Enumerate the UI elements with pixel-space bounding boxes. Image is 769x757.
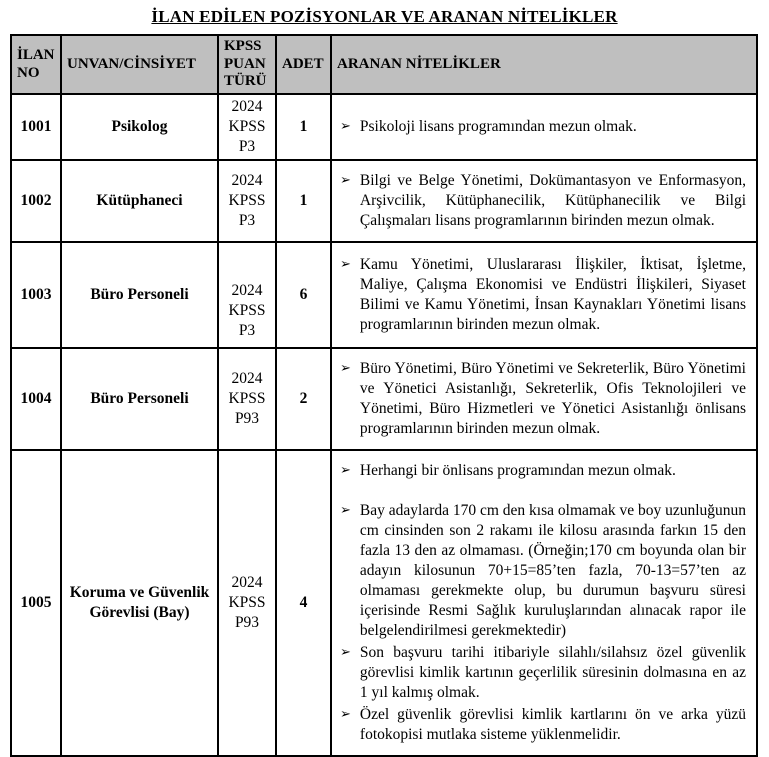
qualification-item <box>340 171 746 231</box>
bullet-arrow-icon: ➢ <box>340 361 351 377</box>
unvan-text: Büro Personeli <box>90 390 189 408</box>
ilan-no-cell: 1005 <box>11 450 61 756</box>
nitelikler-cell <box>331 160 757 242</box>
nitelikler-cell <box>331 242 757 348</box>
nitelikler-cell <box>331 94 757 160</box>
qualification-text: Bilgi ve Belge Yönetimi, Dokümantasyon ve Enformasyon, Arşivcilik, Kütüphanecilik, Kütüphanecilik ve Bilgi Çalışmaları lisans programlarının birinden mezun olmak. <box>359 172 746 230</box>
bullet-arrow-icon: ➢ <box>340 257 351 273</box>
table-row-1003 <box>11 242 757 348</box>
kpss-cell: 2024 KPSS P93 <box>218 348 276 450</box>
ilan-no-cell: 1002 <box>11 160 61 242</box>
header-unvan-cinsiyet: UNVAN/CİNSİYET <box>61 35 218 94</box>
header-ilan-no: İLAN NO <box>11 35 61 94</box>
bullet-arrow-icon: ➢ <box>340 119 351 135</box>
qualification-text: Büro Yönetimi, Büro Yönetimi ve Sekreterlik, Büro Yönetimi ve Yönetici Asistanlığı, Sekreterlik, Ofis Teknolojileri ve Yönetimi, Büro Hizmetleri ve Yönetici Asistanlığı önlisans programlarının birinden mezun olmak. <box>359 360 746 438</box>
table-body <box>11 94 757 756</box>
adet-cell: 2 <box>276 348 331 450</box>
qualification-item <box>340 461 746 481</box>
table-row-1001 <box>11 94 757 160</box>
qualification-item <box>340 359 746 439</box>
table-row-1004 <box>11 348 757 450</box>
unvan-text: Koruma ve Güvenlik Görevlisi (Bay) <box>69 584 210 622</box>
table-row-1005 <box>11 450 757 756</box>
adet-cell: 4 <box>276 450 331 756</box>
adet-cell: 1 <box>276 160 331 242</box>
unvan-cell <box>61 160 218 242</box>
unvan-cell <box>61 242 218 348</box>
adet-cell: 1 <box>276 94 331 160</box>
qualification-text: Özel güvenlik görevlisi kimlik kartlarını ön ve arka yüzü fotokopisi mutlaka sisteme yüklenmelidir. <box>359 706 746 744</box>
qualification-item <box>340 255 746 335</box>
kpss-cell: 2024 KPSS P3 <box>218 160 276 242</box>
adet-cell: 6 <box>276 242 331 348</box>
qualification-item <box>340 501 746 641</box>
qualification-text: Son başvuru tarihi itibariyle silahlı/silahsız özel güvenlik görevlisi kimlik kartının geçerlilik süresinin dolmasına en az 1 yıl kalmış olmak. <box>359 644 746 702</box>
ilan-no-cell: 1001 <box>11 94 61 160</box>
bullet-arrow-icon: ➢ <box>340 503 351 519</box>
qualification-text: Herhangi bir önlisans programından mezun olmak. <box>359 462 676 480</box>
nitelikler-cell <box>331 348 757 450</box>
unvan-cell <box>61 348 218 450</box>
header-aranan-nitelikler: ARANAN NİTELİKLER <box>331 35 757 94</box>
unvan-cell <box>61 94 218 160</box>
header-row <box>11 35 757 94</box>
unvan-text: Büro Personeli <box>90 286 189 304</box>
header-adet: ADET <box>276 35 331 94</box>
nitelikler-cell <box>331 450 757 756</box>
ilan-no-cell: 1004 <box>11 348 61 450</box>
table-header <box>11 35 757 94</box>
qualification-text: Kamu Yönetimi, Uluslararası İlişkiler, İktisat, İşletme, Maliye, Çalışma Ekonomisi ve Endüstri İlişkileri, Siyaset Bilimi ve Kamu Yönetimi, İnsan Kaynakları Yönetimi lisans programlarının birinden mezun olmak. <box>359 256 746 334</box>
bullet-arrow-icon: ➢ <box>340 463 351 479</box>
qualification-item <box>340 705 746 745</box>
kpss-cell: 2024 KPSS P93 <box>218 450 276 756</box>
bullet-arrow-icon: ➢ <box>340 173 351 189</box>
qualification-text: Psikoloji lisans programından mezun olmak. <box>359 118 637 136</box>
ilan-no-cell: 1003 <box>11 242 61 348</box>
qualification-item <box>340 643 746 703</box>
kpss-cell: 2024 KPSS P3 <box>218 242 276 348</box>
qualification-item <box>340 117 746 137</box>
positions-table <box>10 34 758 757</box>
unvan-cell <box>61 450 218 756</box>
qualification-text: Bay adaylarda 170 cm den kısa olmamak ve boy uzunluğunun cm cinsinden son 2 rakamı ile kilosu arasında farkın 15 den fazla 13 den az olmaması. (Örneğin;170 cm boyunda olan bir adayın kilosunun 70+15=85’ten fazla, 70-13=57’ten az olmaması gerekmekte olup, bu durumun başvuru süresi içerisinde Resmi Sağlık kuruluşlarından alınacak rapor ile belgelendirilmesi gerekmektedir) <box>359 502 747 640</box>
page-title: İLAN EDİLEN POZİSYONLAR VE ARANAN NİTELİKLER <box>151 7 618 26</box>
table-row-1002 <box>11 160 757 242</box>
header-kpss-puan-turu: KPSS PUAN TÜRÜ <box>218 35 276 94</box>
kpss-cell: 2024 KPSS P3 <box>218 94 276 160</box>
unvan-text: Kütüphaneci <box>96 192 183 210</box>
bullet-arrow-icon: ➢ <box>340 645 351 661</box>
bullet-arrow-icon: ➢ <box>340 707 351 723</box>
unvan-text: Psikolog <box>111 118 168 136</box>
